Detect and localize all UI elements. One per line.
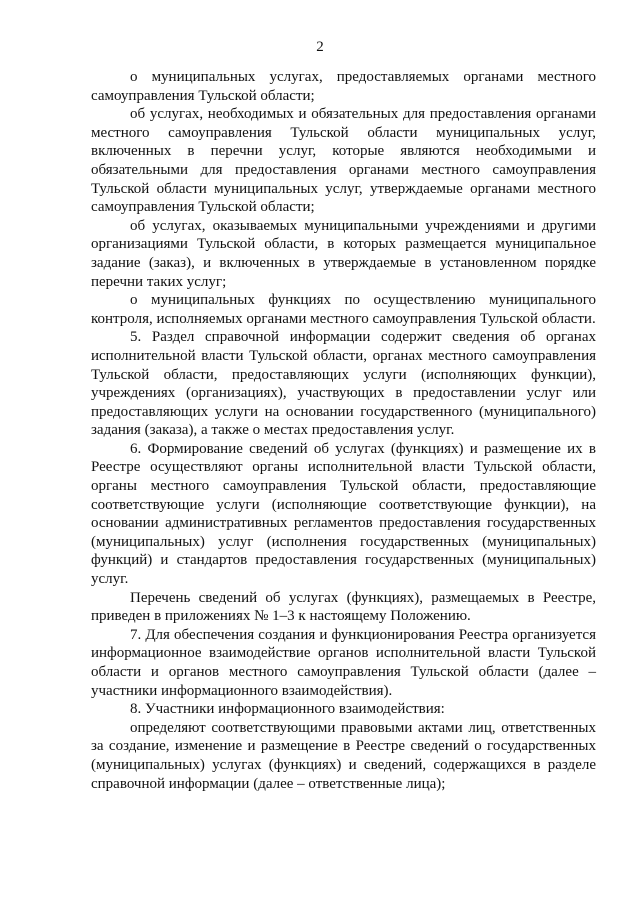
- paragraph-9: 8. Участники информационного взаимодействия:: [130, 701, 445, 718]
- paragraph-7: Перечень сведений об услугах (функциях), размещаемых в Реестре, приведен в приложениях № 1–3 к настоящему Положению.: [91, 589, 596, 625]
- page-number: 2: [316, 39, 324, 55]
- paragraph-6: 6. Формирование сведений об услугах (функциях) и размещение их в Реестре осуществляют органы исполнительной власти Тульской области, органы местного самоуправления Тульской области, предоставляющие соответствующие услуги (исполняющие соответствующие функции), на основании административных регламентов предоставления государственных (муниципальных) услуг (исполнения государственных (муниципальных) функций) и стандартов предоставления государственных (муниципальных) услуг.: [91, 440, 596, 588]
- paragraph-1: о муниципальных услугах, предоставляемых органами местного самоуправления Тульской области;: [91, 69, 596, 104]
- paragraph-10: определяют соответствующими правовыми актами лиц, ответственных за создание, изменение и размещение в Реестре сведений о государственных (муниципальных) услугах (функциях) и сведений, содержащихся в разделе справочной информации (далее – ответственные лица);: [91, 719, 596, 792]
- paragraph-4: о муниципальных функциях по осуществлению муниципального контроля, исполняемых органами местного самоуправления Тульской области.: [91, 292, 596, 327]
- paragraph-5: 5. Раздел справочной информации содержит сведения об органах исполнительной власти Тульской области, органах местного самоуправления Тульской области, предоставляющих услуги (исполняющих функции), учреждениях (организациях), участвующих в предоставлении услуг или предоставляющих услуги на основании государственного (муниципального) задания (заказа), а также о местах предоставления услуг.: [91, 329, 596, 439]
- paragraph-3: об услугах, оказываемых муниципальными учреждениями и другими организациями Тульской области, в которых размещается муниципальное задание (заказ), и включенных в утверждаемые в установленном порядке перечни таких услуг;: [91, 217, 596, 290]
- paragraph-8: 7. Для обеспечения создания и функционирования Реестра организуется информационное взаимодействие органов исполнительной власти Тульской области и органов местного самоуправления Тульской области (далее – участники информационного взаимодействия).: [91, 626, 596, 699]
- document-body: [91, 68, 596, 793]
- paragraph-2: об услугах, необходимых и обязательных для предоставления органами местного самоуправления Тульской области муниципальных услуг, включенных в перечни услуг, которые являются необходимыми и обязательными для предоставления органами местного самоуправления Тульской области муниципальных услуг, утверждаемые органами местного самоуправления Тульской области;: [91, 106, 596, 216]
